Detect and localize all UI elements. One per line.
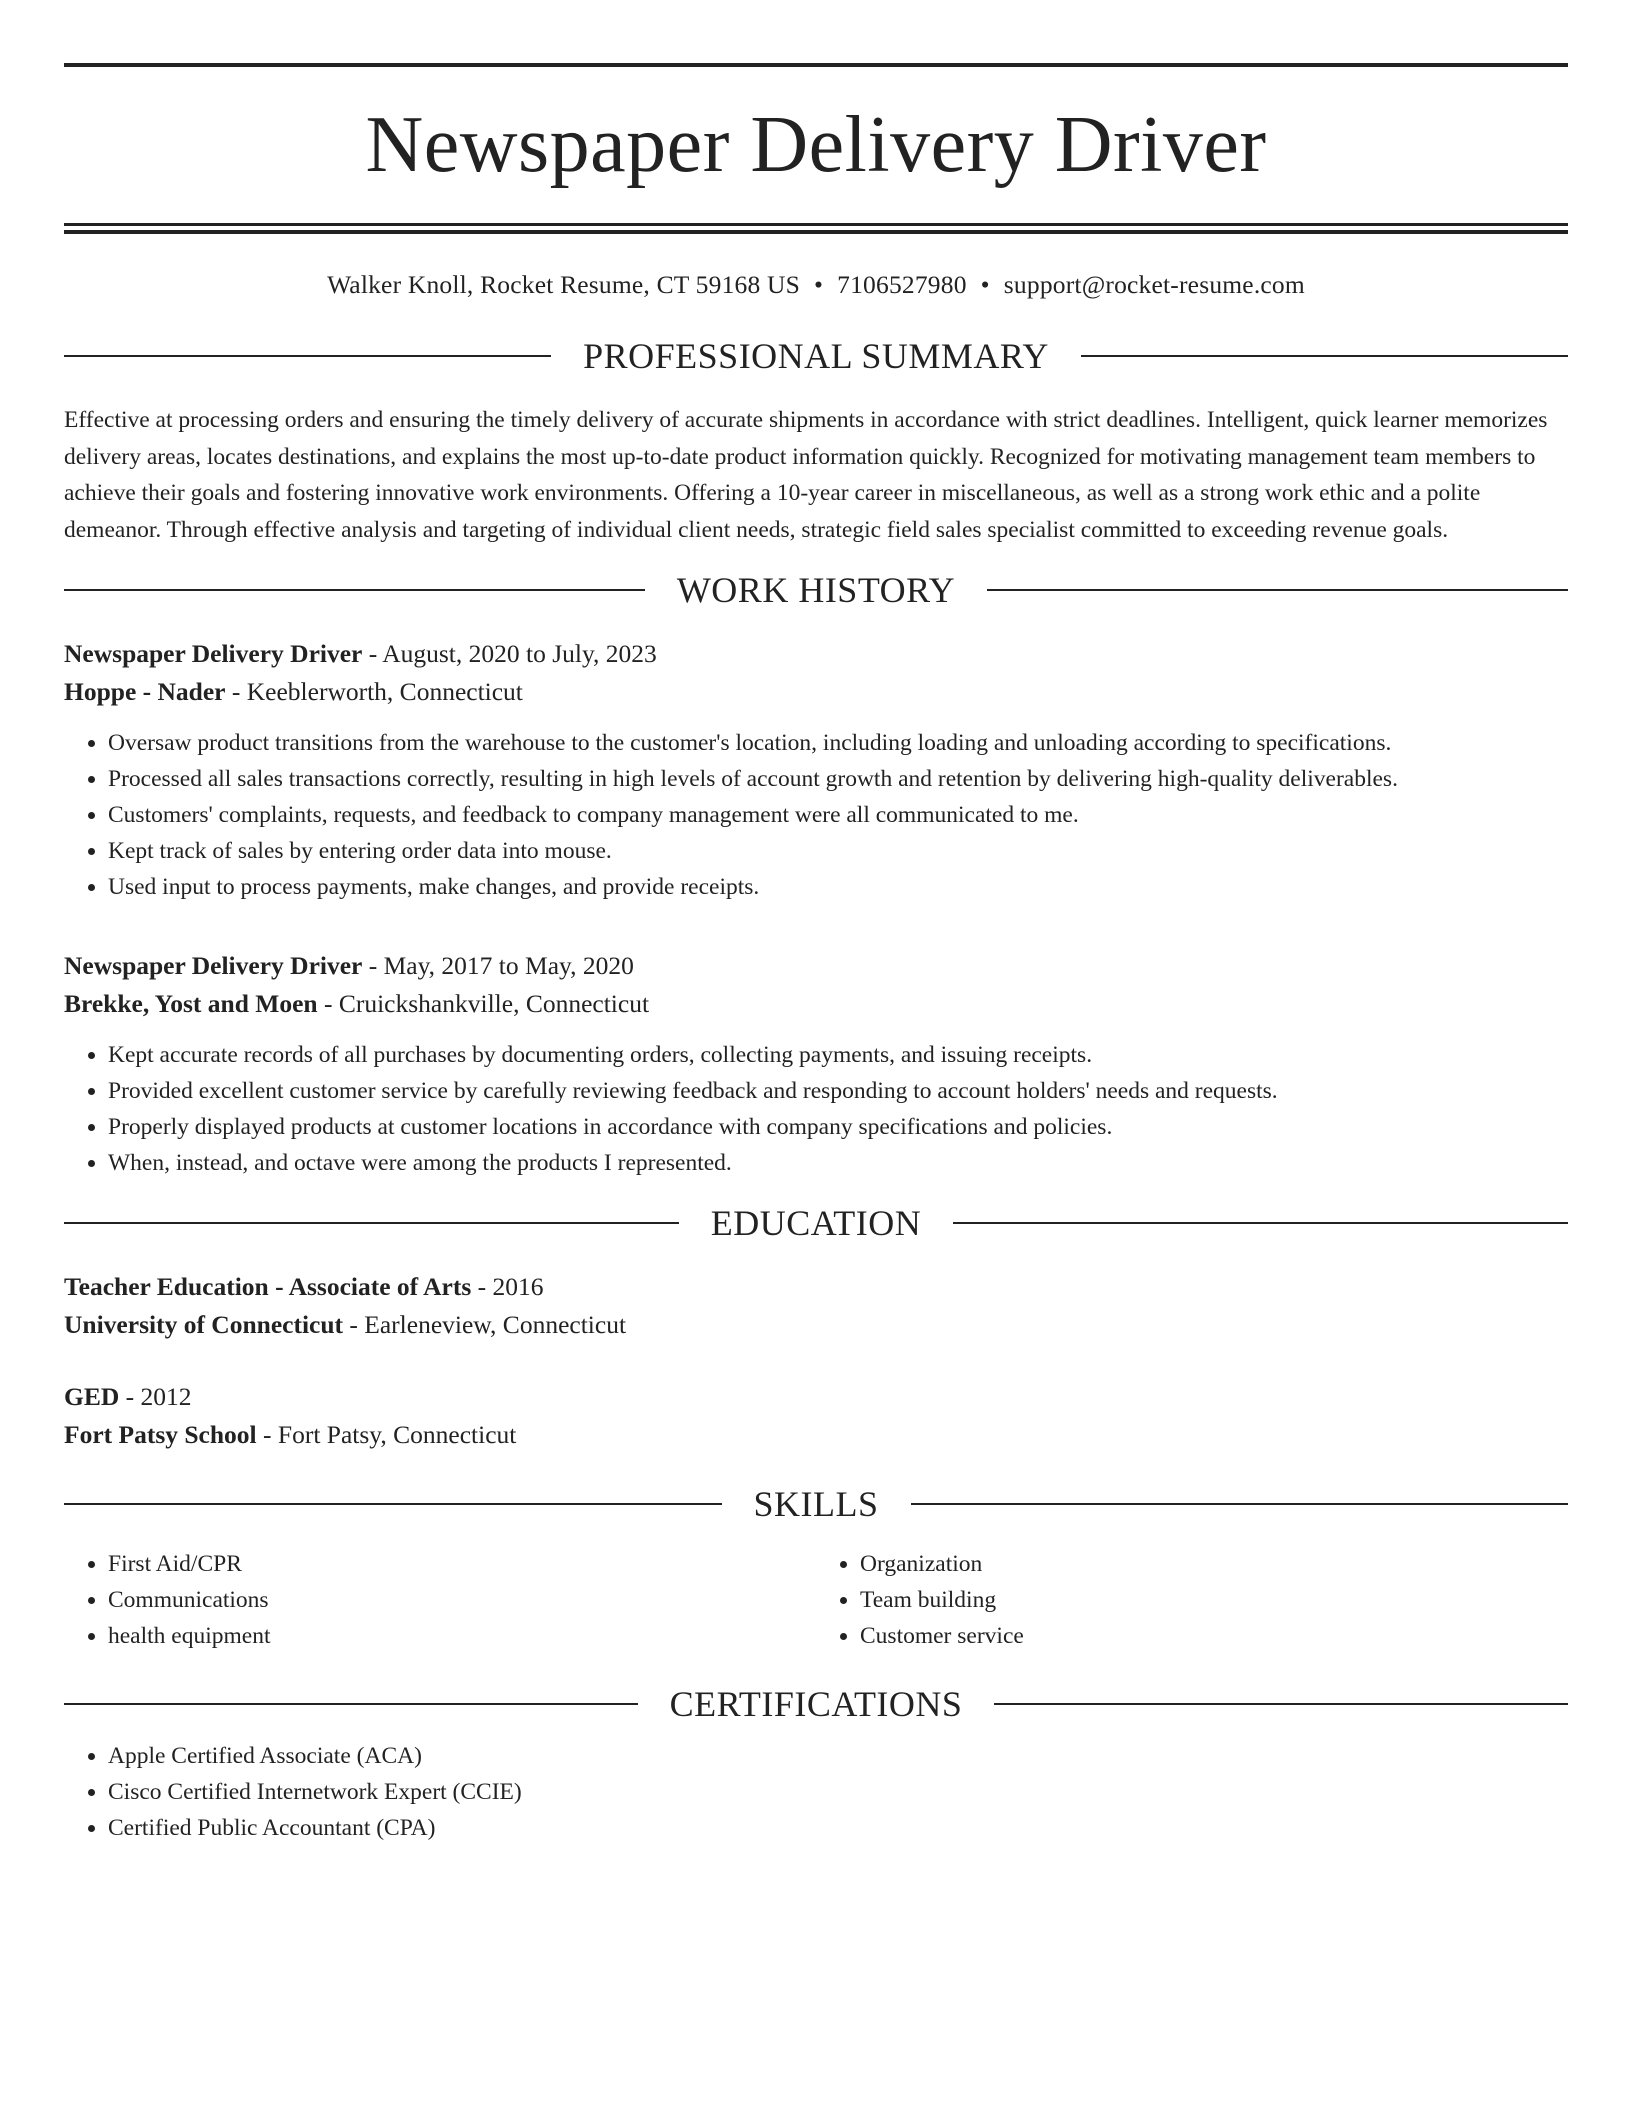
section-rule-right xyxy=(987,589,1568,591)
contact-phone: 7106527980 xyxy=(837,270,967,299)
summary-section-header xyxy=(64,336,1568,376)
list-item: • Customers' complaints, requests, and feedback to company management were all communicated to me. xyxy=(108,797,1568,833)
skills-columns xyxy=(64,1546,1568,1654)
list-item: • Processed all sales transactions correctly, resulting in high levels of account growth and retention by delivering high-quality deliverables. xyxy=(108,761,1568,797)
education-school-line xyxy=(64,1306,1568,1344)
section-rule-left xyxy=(64,589,645,591)
title-double-rule xyxy=(64,223,1568,234)
certifications-section-header xyxy=(64,1684,1568,1724)
skills-heading: SKILLS xyxy=(753,1484,879,1524)
education-degree-line xyxy=(64,1268,1568,1306)
section-rule-right xyxy=(994,1703,1568,1705)
job-title-line xyxy=(64,947,1568,985)
skill-item: • Customer service xyxy=(860,1618,1568,1654)
list-item: • Provided excellent customer service by carefully reviewing feedback and responding to account holders' needs and requests. xyxy=(108,1073,1568,1109)
job-title: Newspaper Delivery Driver xyxy=(64,951,363,980)
job-company-line xyxy=(64,985,1568,1023)
education-year: - 2016 xyxy=(471,1272,544,1301)
certifications-heading: CERTIFICATIONS xyxy=(669,1684,963,1724)
education-location: - Earleneview, Connecticut xyxy=(343,1310,627,1339)
skills-section-header xyxy=(64,1484,1568,1524)
skills-list-left xyxy=(64,1546,816,1654)
job-bullet-list xyxy=(64,1037,1568,1181)
list-item: • Oversaw product transitions from the warehouse to the customer's location, including loading and unloading according to specifications. xyxy=(108,725,1568,761)
contact-line xyxy=(64,268,1568,302)
work-section-header xyxy=(64,570,1568,610)
skill-item: • First Aid/CPR xyxy=(108,1546,816,1582)
contact-email: support@rocket-resume.com xyxy=(1003,270,1305,299)
certifications-list xyxy=(64,1738,1568,1846)
resume-title: Newspaper Delivery Driver xyxy=(365,101,1267,189)
job-entry xyxy=(64,635,1568,905)
contact-separator: • xyxy=(980,270,990,299)
education-degree: GED xyxy=(64,1382,120,1411)
job-location: - Keeblerworth, Connecticut xyxy=(225,677,523,706)
job-dates: - August, 2020 to July, 2023 xyxy=(362,639,657,668)
contact-address: Walker Knoll, Rocket Resume, CT 59168 US xyxy=(327,270,801,299)
contact-separator: • xyxy=(814,270,824,299)
section-rule-left xyxy=(64,1503,722,1505)
skill-item: • health equipment xyxy=(108,1618,816,1654)
summary-text: Effective at processing orders and ensuring the timely delivery of accurate shipments in accordance with strict deadlines. Intelligent, quick learner memorizes delivery areas, locates destinations, and explains the most up-to-date product information quickly. Recognized for motivating management team members to achieve their goals and fostering innovative work environments. Offering a 10-year career in miscellaneous, as well as a strong work ethic and a polite demeanor. Through effective analysis and targeting of individual client needs, strategic field sales specialist committed to exceeding revenue goals. xyxy=(64,407,1548,543)
list-item: • Kept accurate records of all purchases by documenting orders, collecting payments, and issuing receipts. xyxy=(108,1037,1568,1073)
skill-item: • Team building xyxy=(860,1582,1568,1618)
section-rule-left xyxy=(64,1222,679,1224)
education-location: - Fort Patsy, Connecticut xyxy=(256,1420,517,1449)
work-heading: WORK HISTORY xyxy=(676,570,956,610)
education-entry xyxy=(64,1268,1568,1344)
certification-item: • Apple Certified Associate (ACA) xyxy=(108,1738,1568,1774)
section-rule-left xyxy=(64,1703,638,1705)
skill-item: • Communications xyxy=(108,1582,816,1618)
section-rule-right xyxy=(911,1503,1569,1505)
job-company: Brekke, Yost and Moen xyxy=(64,989,318,1018)
section-rule-left xyxy=(64,355,551,357)
education-school-line xyxy=(64,1416,1568,1454)
education-year: - 2012 xyxy=(119,1382,192,1411)
job-bullet-list xyxy=(64,725,1568,905)
section-rule-right xyxy=(1081,355,1568,357)
list-item: • Used input to process payments, make changes, and provide receipts. xyxy=(108,869,1568,905)
job-company-line xyxy=(64,673,1568,711)
list-item: • When, instead, and octave were among the products I represented. xyxy=(108,1145,1568,1181)
job-title: Newspaper Delivery Driver xyxy=(64,639,363,668)
skill-item: • Organization xyxy=(860,1546,1568,1582)
list-item: • Kept track of sales by entering order data into mouse. xyxy=(108,833,1568,869)
certification-item: • Cisco Certified Internetwork Expert (CCIE) xyxy=(108,1774,1568,1810)
education-heading: EDUCATION xyxy=(710,1203,922,1243)
summary-heading: PROFESSIONAL SUMMARY xyxy=(583,336,1049,376)
job-dates: - May, 2017 to May, 2020 xyxy=(362,951,634,980)
education-school: Fort Patsy School xyxy=(64,1420,257,1449)
education-degree-line xyxy=(64,1378,1568,1416)
education-degree: Teacher Education - Associate of Arts xyxy=(64,1272,472,1301)
job-location: - Cruickshankville, Connecticut xyxy=(317,989,650,1018)
job-title-line xyxy=(64,635,1568,673)
top-rule xyxy=(64,63,1568,67)
job-company: Hoppe - Nader xyxy=(64,677,226,706)
skills-list-right xyxy=(816,1546,1568,1654)
section-rule-right xyxy=(953,1222,1568,1224)
education-school: University of Connecticut xyxy=(64,1310,344,1339)
education-entry xyxy=(64,1378,1568,1454)
certification-item: • Certified Public Accountant (CPA) xyxy=(108,1810,1568,1846)
list-item: • Properly displayed products at customer locations in accordance with company specifications and policies. xyxy=(108,1109,1568,1145)
education-section-header xyxy=(64,1203,1568,1243)
job-entry xyxy=(64,947,1568,1181)
